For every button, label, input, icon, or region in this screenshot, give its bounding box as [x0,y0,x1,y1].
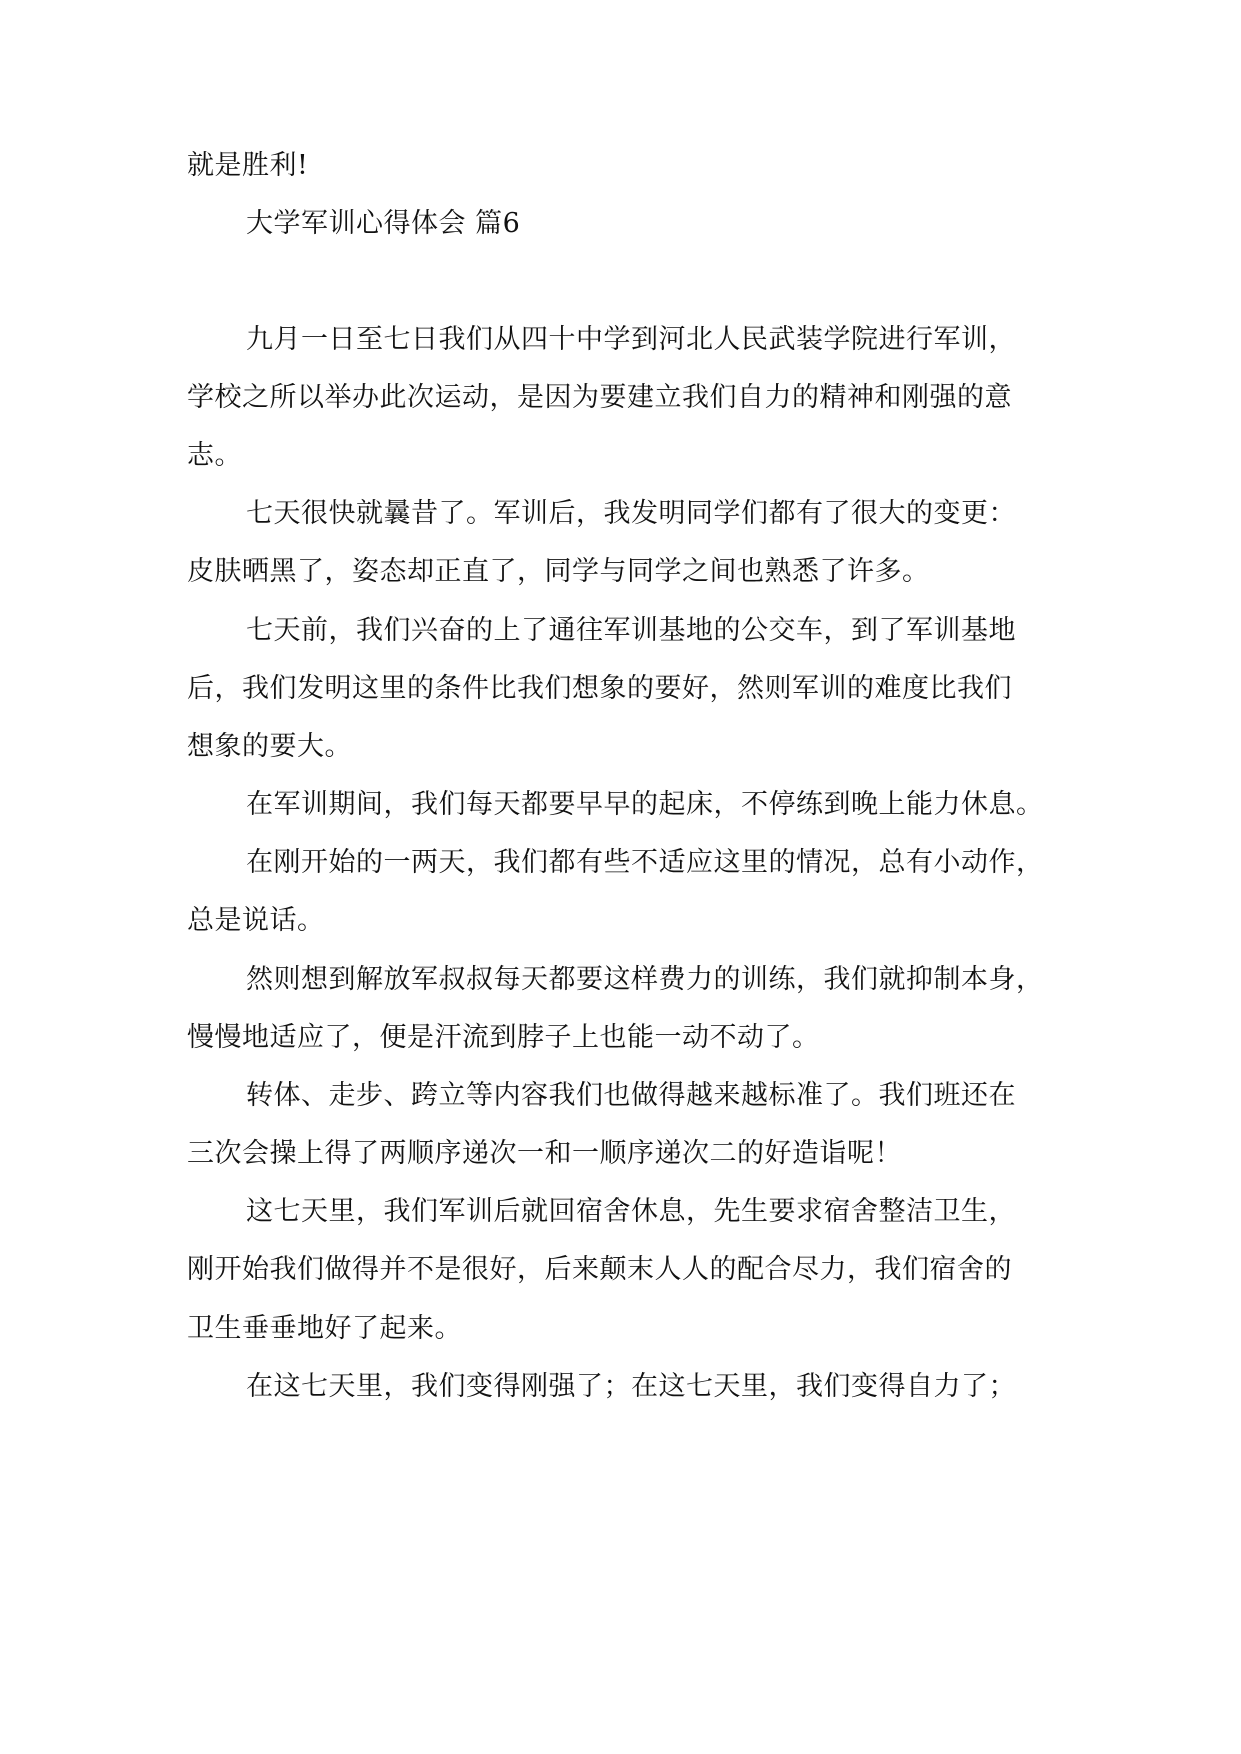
paragraph-line: 在刚开始的一两天，我们都有些不适应这里的情况，总有小动作， [246,847,1044,878]
paragraph-line: 七天很快就曩昔了。军训后，我发明同学们都有了很大的变更： [246,498,1016,529]
paragraph-line: 总是说话。 [187,905,325,936]
paragraph-line: 卫生垂垂地好了起来。 [187,1313,462,1344]
section-heading: 大学军训心得体会 篇6 [246,208,521,239]
paragraph-line: 就是胜利! [187,150,309,181]
paragraph-line: 在军训期间，我们每天都要早早的起床，不停练到晚上能力休息。 [246,789,1044,820]
paragraph-line: 然则想到解放军叔叔每天都要这样费力的训练，我们就抑制本身， [246,964,1044,995]
paragraph-line: 九月一日至七日我们从四十中学到河北人民武装学院进行军训， [246,324,1016,355]
paragraph-line: 皮肤晒黑了，姿态却正直了，同学与同学之间也熟悉了许多。 [187,556,930,587]
paragraph-line: 志。 [187,440,242,471]
paragraph-line: 在这七天里，我们变得刚强了；在这七天里，我们变得自力了； [246,1371,1016,1402]
paragraph-line: 这七天里，我们军训后就回宿舍休息，先生要求宿舍整洁卫生， [246,1196,1016,1227]
paragraph-line: 刚开始我们做得并不是很好，后来颠末人人的配合尽力，我们宿舍的 [187,1254,1012,1285]
paragraph-line: 慢慢地适应了，便是汗流到脖子上也能一动不动了。 [187,1022,820,1053]
paragraph-line: 后，我们发明这里的条件比我们想象的要好，然则军训的难度比我们 [187,673,1012,704]
paragraph-line: 七天前，我们兴奋的上了通往军训基地的公交车，到了军训基地 [246,615,1016,646]
paragraph-line: 转体、走步、跨立等内容我们也做得越来越标准了。我们班还在 [246,1080,1016,1111]
paragraph-line: 学校之所以举办此次运动，是因为要建立我们自力的精神和刚强的意 [187,382,1012,413]
paragraph-line: 想象的要大。 [187,731,352,762]
paragraph-line: 三次会操上得了两顺序递次一和一顺序递次二的好造诣呢！ [187,1138,902,1169]
